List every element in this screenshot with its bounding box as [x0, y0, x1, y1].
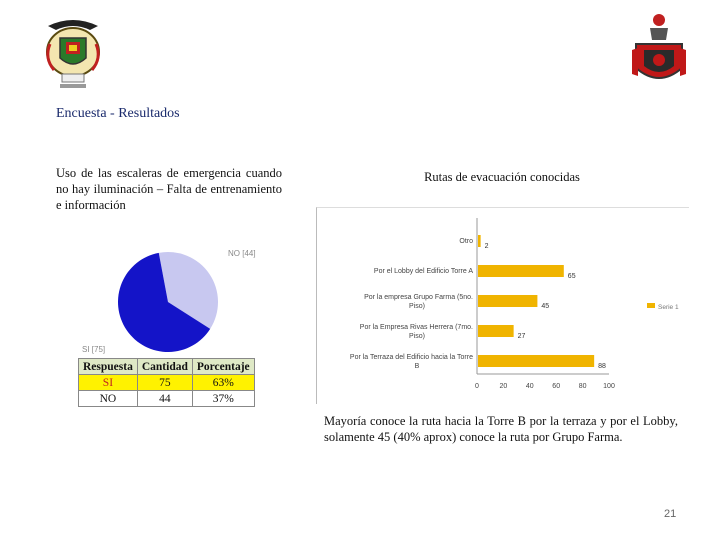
bar-x-tick-label: 0 [475, 383, 479, 390]
bar-x-tick-label: 60 [552, 383, 561, 390]
cell-respuesta: SI [79, 375, 138, 391]
pie-label-si: SI [75] [82, 345, 106, 354]
bar-chart-container [316, 207, 689, 404]
pie-label-no: NO [44] [228, 249, 256, 258]
bar [478, 235, 481, 247]
bar [478, 355, 594, 367]
page-number: 21 [664, 508, 677, 520]
bar-x-tick-label: 100 [603, 383, 615, 390]
table-row [79, 391, 255, 407]
bar-data-label: 65 [567, 273, 576, 280]
left-coat-of-arms-logo [38, 14, 108, 92]
pie-chart-container [76, 236, 266, 358]
bar [478, 265, 564, 277]
cell-respuesta: NO [79, 391, 138, 407]
bar-x-tick-label: 80 [578, 383, 587, 390]
bar [478, 325, 514, 337]
bar [478, 295, 537, 307]
pie-chart [76, 236, 266, 358]
right-description: Mayoría conoce la ruta hacia la Torre B por la terraza y por el Lobby, solamente 45 (40% aprox) conoce la ruta por Grupo Farma. [324, 414, 678, 444]
bar-x-tick-label: 40 [525, 383, 534, 390]
cell-porcentaje: 37% [192, 391, 254, 407]
bar-legend-swatch [647, 303, 655, 308]
bar-data-label: 2 [484, 243, 489, 250]
header-respuesta: Respuesta [79, 359, 138, 375]
bar-category-label: Por la empresa Grupo Farma (5no. Piso) [364, 294, 473, 310]
slide-title: Encuesta - Resultados [56, 106, 180, 121]
header-porcentaje: Porcentaje [192, 359, 254, 375]
bar-chart [317, 208, 689, 404]
bar-x-tick-label: 20 [499, 383, 508, 390]
bar-category-label: Por la Terraza del Edificio hacia la Torre B [349, 354, 473, 370]
cell-cantidad: 75 [137, 375, 192, 391]
right-shield-logo [630, 10, 688, 94]
bar-category-label: Otro [459, 238, 473, 245]
results-table [78, 358, 255, 407]
left-description: Uso de las escaleras de emergencia cuando no hay iluminación – Falta de entrenamiento e información [56, 166, 282, 212]
bar-category-label: Por la Empresa Rivas Herrera (7mo. Piso) [359, 324, 473, 340]
cell-cantidad: 44 [137, 391, 192, 407]
bar-category-label: Por el Lobby del Edificio Torre A [373, 268, 473, 275]
bar-data-label: 88 [598, 363, 606, 370]
table-header-row [79, 359, 255, 375]
table-row [79, 375, 255, 391]
header-cantidad: Cantidad [137, 359, 192, 375]
bar-data-label: 45 [541, 303, 550, 310]
bar-data-label: 27 [517, 333, 526, 340]
bar-legend-label: Serie 1 [658, 304, 679, 311]
bar-chart-title: Rutas de evacuación conocidas [424, 170, 580, 184]
cell-porcentaje: 63% [192, 375, 254, 391]
